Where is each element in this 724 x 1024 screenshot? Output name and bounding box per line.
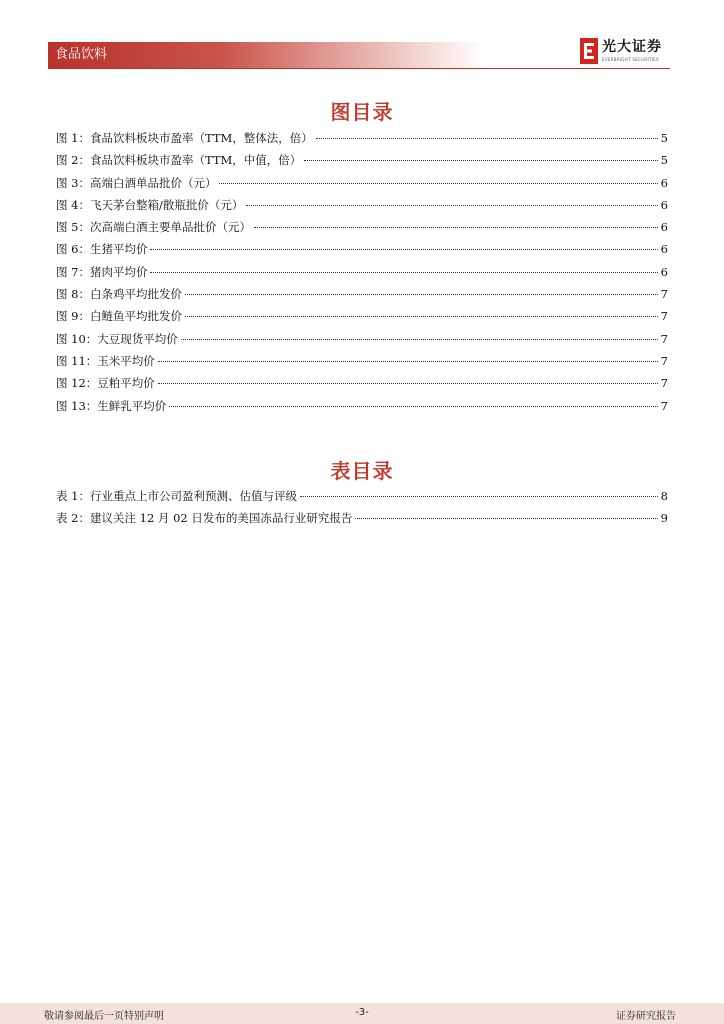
figure-toc-list xyxy=(56,130,668,420)
toc-entry[interactable] xyxy=(56,510,668,532)
logo-name: 光大证券 xyxy=(602,39,662,55)
table-toc-title: 表目录 xyxy=(330,459,394,483)
toc-entry-page: 6 xyxy=(660,175,668,190)
logo-english: EVERBRIGHT SECURITIES xyxy=(602,57,659,62)
toc-leader-dots xyxy=(185,316,658,317)
toc-leader-dots xyxy=(185,294,658,295)
toc-leader-dots xyxy=(158,361,658,362)
toc-leader-dots xyxy=(304,160,657,161)
footer-doc-type: 证券研究报告 xyxy=(616,1011,676,1022)
table-toc-list xyxy=(56,488,668,533)
toc-entry-label: 图 13：生鲜乳平均价 xyxy=(56,398,167,413)
toc-entry-label: 图 9：白鲢鱼平均批发价 xyxy=(56,309,182,324)
toc-entry[interactable] xyxy=(56,130,668,152)
toc-leader-dots xyxy=(158,383,658,384)
toc-entry[interactable] xyxy=(56,219,668,241)
toc-leader-dots xyxy=(150,249,657,250)
header-rule xyxy=(48,68,670,69)
toc-entry-page: 6 xyxy=(660,242,668,257)
toc-entry-label: 图 11：玉米平均价 xyxy=(56,353,155,368)
toc-entry[interactable] xyxy=(56,353,668,375)
footer-disclaimer: 敬请参阅最后一页特别声明 xyxy=(44,1011,164,1022)
toc-entry-page: 5 xyxy=(660,153,668,168)
toc-leader-dots xyxy=(254,227,658,228)
toc-entry-page: 7 xyxy=(660,331,668,346)
toc-entry-label: 图 5：次高端白酒主要单品批价（元） xyxy=(56,220,251,235)
toc-entry-label: 图 3：高端白酒单品批价（元） xyxy=(56,175,217,190)
toc-entry-label: 图 6：生猪平均价 xyxy=(56,242,148,257)
toc-entry[interactable] xyxy=(56,241,668,263)
toc-entry-page: 7 xyxy=(660,287,668,302)
figure-toc-title: 图目录 xyxy=(330,100,394,124)
toc-entry[interactable] xyxy=(56,308,668,330)
header-bar xyxy=(48,42,484,68)
toc-entry[interactable] xyxy=(56,331,668,353)
toc-entry[interactable] xyxy=(56,286,668,308)
toc-entry-label: 图 1：食品饮料板块市盈率（TTM，整体法，倍） xyxy=(56,131,313,145)
toc-leader-dots xyxy=(355,518,657,519)
toc-entry-label: 图 12：豆粕平均价 xyxy=(56,376,155,391)
toc-entry-page: 6 xyxy=(660,220,668,235)
toc-entry-label: 表 2：建议关注 12 月 02 日发布的美国冻品行业研究报告 xyxy=(56,511,353,526)
toc-entry-page: 6 xyxy=(660,197,668,212)
toc-entry-label: 图 7：猪肉平均价 xyxy=(56,264,148,279)
toc-entry[interactable] xyxy=(56,488,668,510)
toc-entry-page: 6 xyxy=(660,264,668,279)
toc-entry-page: 7 xyxy=(660,398,668,413)
toc-entry-label: 图 10：大豆现货平均价 xyxy=(56,331,178,346)
toc-leader-dots xyxy=(181,339,658,340)
toc-entry-page: 5 xyxy=(660,131,668,145)
toc-entry[interactable] xyxy=(56,197,668,219)
toc-leader-dots xyxy=(150,272,657,273)
toc-entry-label: 表 1：行业重点上市公司盈利预测、估值与评级 xyxy=(56,489,297,503)
toc-entry[interactable] xyxy=(56,398,668,420)
toc-leader-dots xyxy=(316,138,658,139)
toc-entry[interactable] xyxy=(56,264,668,286)
footer-page-number: -3- xyxy=(355,1007,369,1018)
toc-leader-dots xyxy=(246,205,657,206)
toc-entry[interactable] xyxy=(56,375,668,397)
header-section-title: 食品饮料 xyxy=(55,47,108,62)
toc-entry-label: 图 8：白条鸡平均批发价 xyxy=(56,287,182,302)
toc-leader-dots xyxy=(300,496,658,497)
toc-leader-dots xyxy=(169,406,657,407)
toc-leader-dots xyxy=(219,183,657,184)
toc-entry-page: 7 xyxy=(660,376,668,391)
logo-mark-icon xyxy=(580,38,598,64)
toc-entry-page: 9 xyxy=(660,511,668,526)
toc-entry-page: 7 xyxy=(660,353,668,368)
toc-entry-page: 7 xyxy=(660,309,668,324)
toc-entry-page: 8 xyxy=(660,489,668,503)
toc-entry[interactable] xyxy=(56,175,668,197)
company-logo xyxy=(580,38,680,66)
toc-entry-label: 图 2：食品饮料板块市盈率（TTM，中值，倍） xyxy=(56,153,302,168)
toc-entry-label: 图 4：飞天茅台整箱/散瓶批价（元） xyxy=(56,197,244,212)
toc-entry[interactable] xyxy=(56,152,668,174)
